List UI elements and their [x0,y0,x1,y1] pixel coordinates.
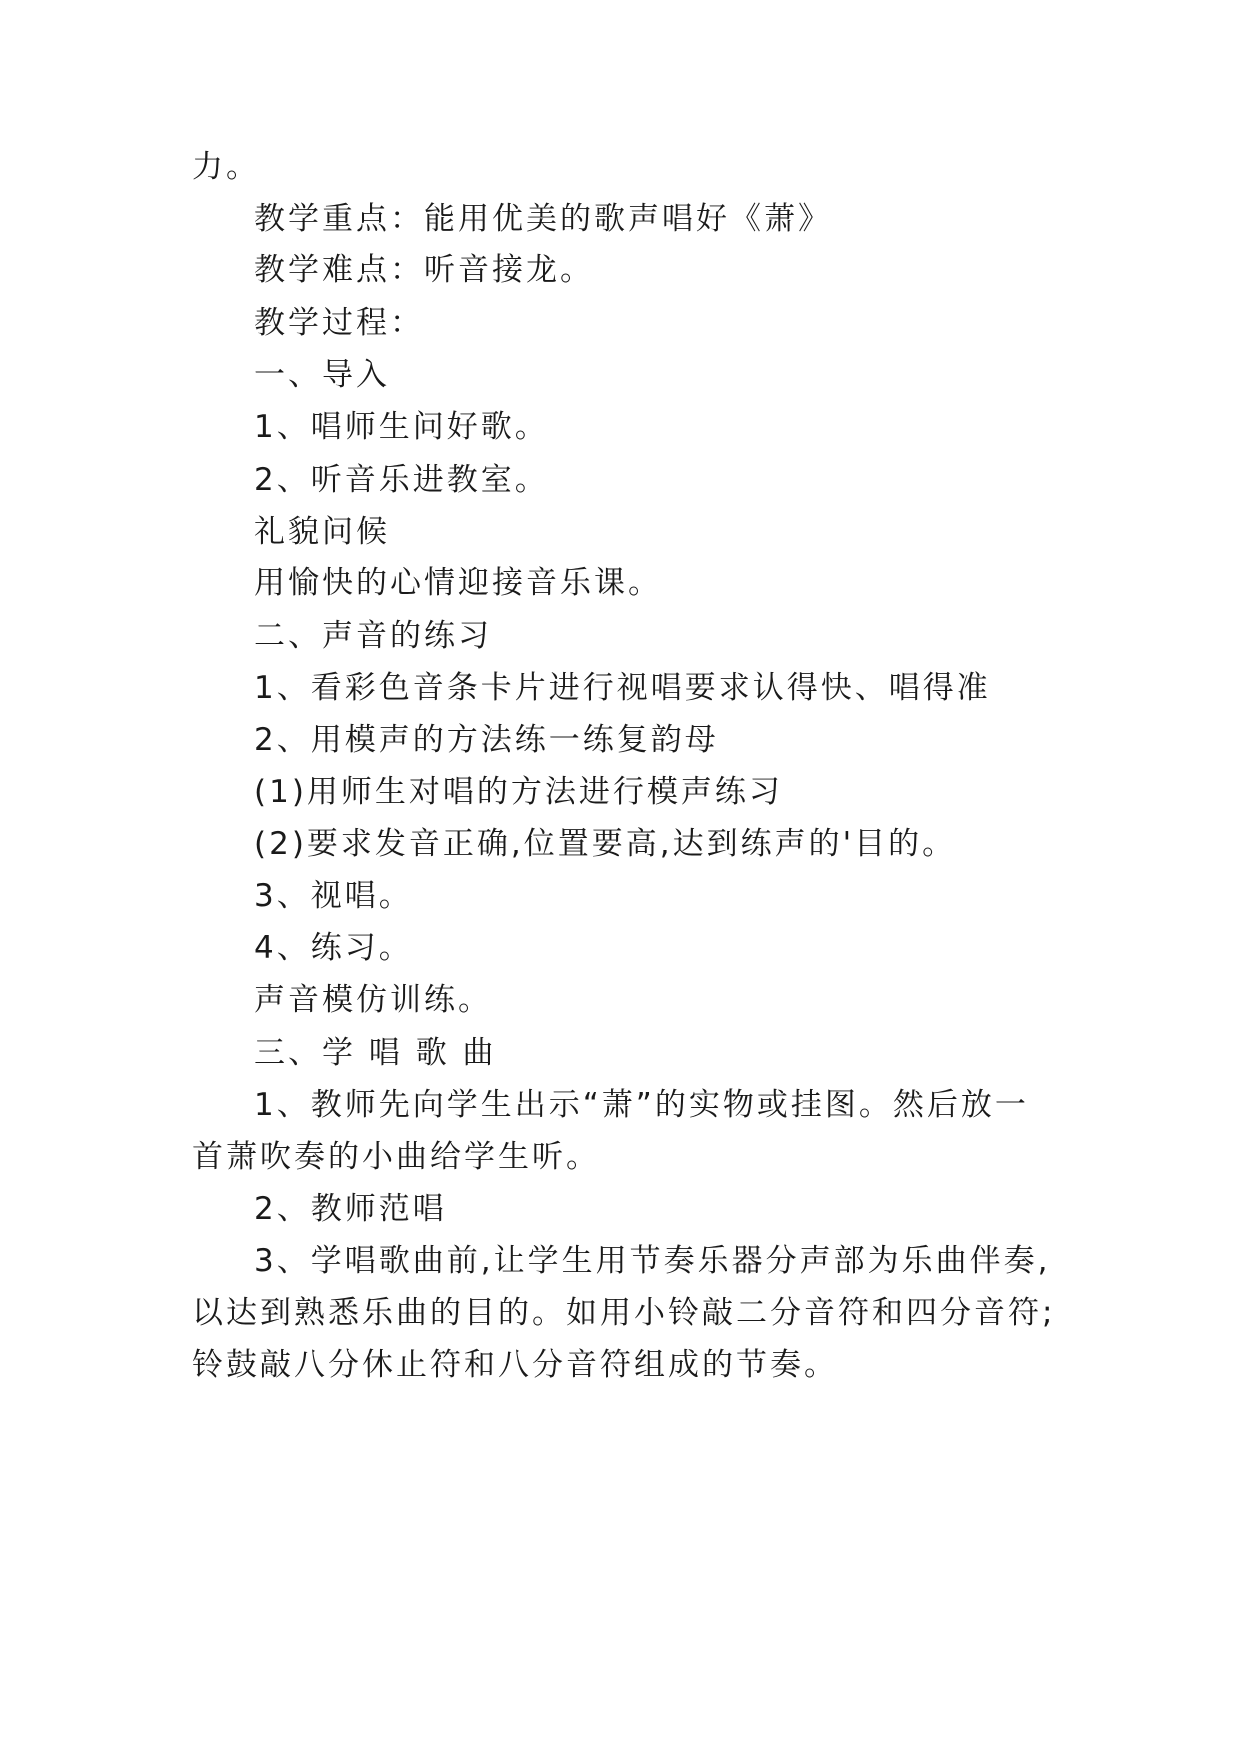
text-line: 4、练习。 [254,930,413,966]
text-line: 教学过程： [254,305,424,341]
text-line: 1、看彩色音条卡片进行视唱要求认得快、唱得准 [254,670,991,706]
text-line: 首萧吹奏的小曲给学生听。 [192,1139,600,1175]
text-line: (2)要求发音正确,位置要高,达到练声的'目的。 [254,826,957,862]
text-line: 2、用模声的方法练一练复韵母 [254,722,719,758]
section-heading: 三、学 唱 歌 曲 [254,1035,497,1071]
text-line: 2、听音乐进教室。 [254,462,549,498]
section-heading: 一、导入 [254,357,390,393]
text-line: 1、唱师生问好歌。 [254,409,549,445]
text-line: 3、学唱歌曲前,让学生用节奏乐器分声部为乐曲伴奏, [254,1243,1051,1279]
text-line: 教学难点：听音接龙。 [254,252,594,288]
text-line: 力。 [192,149,260,185]
text-line: 1、教师先向学生出示“萧”的实物或挂图。然后放一 [254,1087,1029,1123]
text-line: 铃鼓敲八分休止符和八分音符组成的节奏。 [192,1347,838,1383]
text-line: (1)用师生对唱的方法进行模声练习 [254,774,783,810]
text-line: 礼貌问候 [254,514,390,550]
text-line: 2、教师范唱 [254,1191,447,1227]
text-line: 以达到熟悉乐曲的目的。如用小铃敲二分音符和四分音符; [192,1295,1056,1331]
text-line: 教学重点：能用优美的歌声唱好《萧》 [254,201,832,237]
text-line: 用愉快的心情迎接音乐课。 [254,565,662,601]
section-heading: 二、声音的练习 [254,618,492,654]
text-line: 3、视唱。 [254,878,413,914]
text-line: 声音模仿训练。 [254,982,492,1018]
